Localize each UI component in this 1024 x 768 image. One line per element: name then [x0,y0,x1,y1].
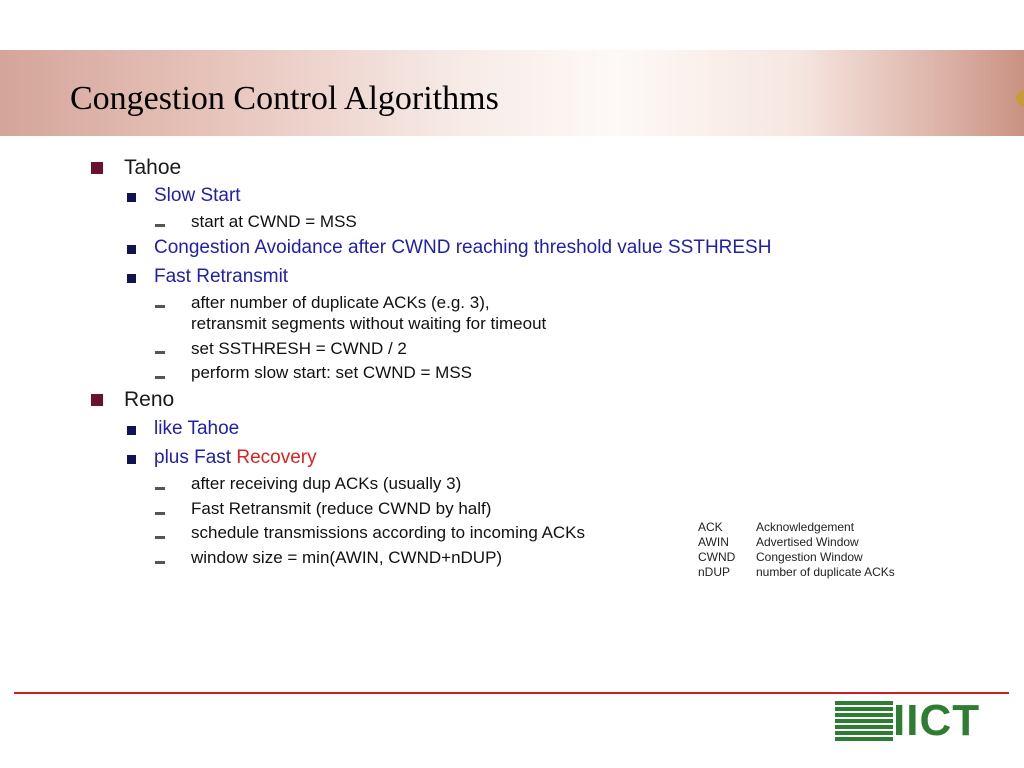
abbreviation-legend [698,520,895,580]
reno-like-tahoe: like Tahoe [154,418,240,439]
bullet-square-icon [91,394,103,406]
iict-logo [835,697,1000,745]
legend-row [698,565,895,580]
recovery-highlight: Recovery [236,447,317,468]
plus-fast-prefix: plus Fast [154,447,237,468]
logo-text: IICT [893,696,981,745]
slow-start-point: start at CWND = MSS [191,212,357,231]
fast-retransmit-point: after number of duplicate ACKs (e.g. 3), [191,293,490,312]
bullet-dash-icon [155,512,165,515]
reno-plus-fast-recovery [154,448,317,467]
bullet-square-icon [127,193,136,202]
slide-title: Congestion Control Algorithms [70,80,499,117]
legend-meaning: Advertised Window [756,535,859,549]
legend-abbr: ACK [698,520,723,534]
section-reno: Reno [124,388,175,411]
stripes-icon [835,701,893,741]
fast-retransmit-point: set SSTHRESH = CWND / 2 [191,339,407,358]
tahoe-slow-start: Slow Start [154,185,241,206]
bullet-dash-icon [155,536,165,539]
bullet-square-icon [127,274,136,283]
tahoe-congestion-avoidance: Congestion Avoidance after CWND reaching threshold value SSTHRESH [154,237,772,258]
fast-recovery-point: window size = min(AWIN, CWND+nDUP) [191,548,503,567]
fast-recovery-point: schedule transmissions according to incoming ACKs [191,523,586,542]
legend-abbr: AWIN [698,535,729,549]
bullet-dash-icon [155,487,165,490]
legend-meaning: Acknowledgement [756,520,855,534]
bullet-square-icon [91,162,103,174]
footer-divider [14,692,1009,694]
bullet-dash-icon [155,305,165,308]
tahoe-fast-retransmit: Fast Retransmit [154,266,289,287]
legend-abbr: nDUP [698,565,731,579]
legend-row [698,520,895,535]
bullet-square-icon [127,455,136,464]
fast-retransmit-point-continued: retransmit segments without waiting for timeout [191,314,547,333]
bullet-dash-icon [155,561,165,564]
section-tahoe: Tahoe [124,156,182,179]
bullet-dash-icon [155,351,165,354]
legend-row [698,535,895,550]
bullet-dash-icon [155,224,165,227]
legend-meaning: Congestion Window [756,550,863,564]
legend-row [698,550,895,565]
bullet-square-icon [127,245,136,254]
legend-abbr: CWND [698,550,736,564]
fast-recovery-point: after receiving dup ACKs (usually 3) [191,474,462,493]
fast-retransmit-point: perform slow start: set CWND = MSS [191,363,473,382]
legend-meaning: number of duplicate ACKs [756,565,895,579]
bullet-square-icon [127,426,136,435]
fast-recovery-point: Fast Retransmit (reduce CWND by half) [191,499,492,518]
bullet-dash-icon [155,376,165,379]
